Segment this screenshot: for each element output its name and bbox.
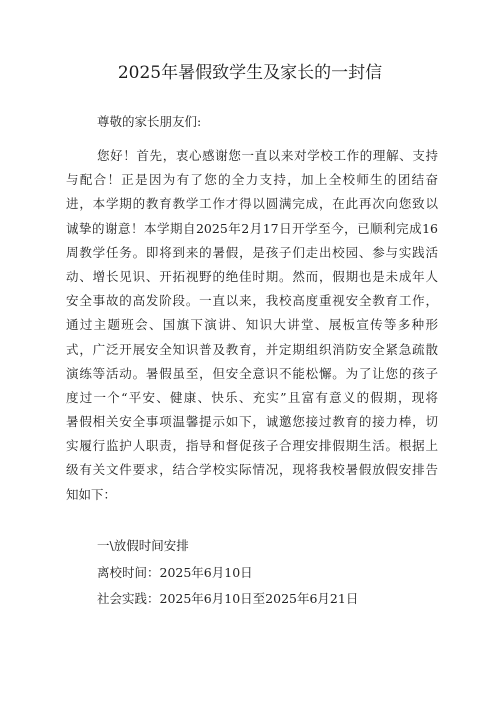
body-line: 与配合！正是因为有了您的全力支持，加上全校师生的团结奋	[66, 172, 438, 188]
body-line: 式，广泛开展安全知识普及教育，并定期组织消防安全紧急疏散	[66, 341, 438, 357]
salutation: 尊敬的家长朋友们:	[97, 114, 202, 129]
body-line: 度过一个“平安、健康、快乐、充实”且富有意义的假期，现将	[66, 389, 438, 405]
body-line: 级有关文件要求，结合学校实际情况，现将我校暑假放假安排告	[66, 462, 438, 478]
body-line: 安全事故的高发阶段。一直以来，我校高度重视安全教育工作，	[66, 293, 438, 309]
body-line: 暑假相关安全事项温馨提示如下，诚邀您接过教育的接力棒，切	[66, 414, 438, 430]
body-paragraph	[66, 144, 438, 507]
body-line: 知如下：	[66, 486, 117, 502]
body-line: 诚挚的谢意！本学期自2025年2月17日开学至今，已顺利完成16	[66, 220, 438, 236]
body-line: 动、增长见识、开拓视野的绝佳时期。然而，假期也是未成年人	[66, 268, 438, 284]
document-title: 2025年暑假致学生及家长的一封信	[117, 63, 383, 83]
section-heading: 一\放假时间安排	[97, 538, 189, 553]
body-line: 您好！首先，衷心感谢您一直以来对学校工作的理解、支持	[97, 148, 438, 163]
body-line: 演练等活动。暑假虽至，但安全意识不能松懈。为了让您的孩子	[66, 365, 438, 381]
body-line: 实履行监护人职责，指导和督促孩子合理安排假期生活。根据上	[66, 438, 438, 454]
social-practice-dates: 社会实践：2025年6月10日至2025年6月21日	[97, 591, 359, 606]
leave-school-date: 离校时间：2025年6月10日	[97, 565, 253, 580]
body-line: 周教学任务。即将到来的暑假，是孩子们走出校园、参与实践活	[66, 244, 438, 260]
body-line: 通过主题班会、国旗下演讲、知识大讲堂、展板宣传等多种形	[66, 317, 438, 333]
body-line: 进，本学期的教育教学工作才得以圆满完成，在此再次向您致以	[66, 196, 438, 212]
